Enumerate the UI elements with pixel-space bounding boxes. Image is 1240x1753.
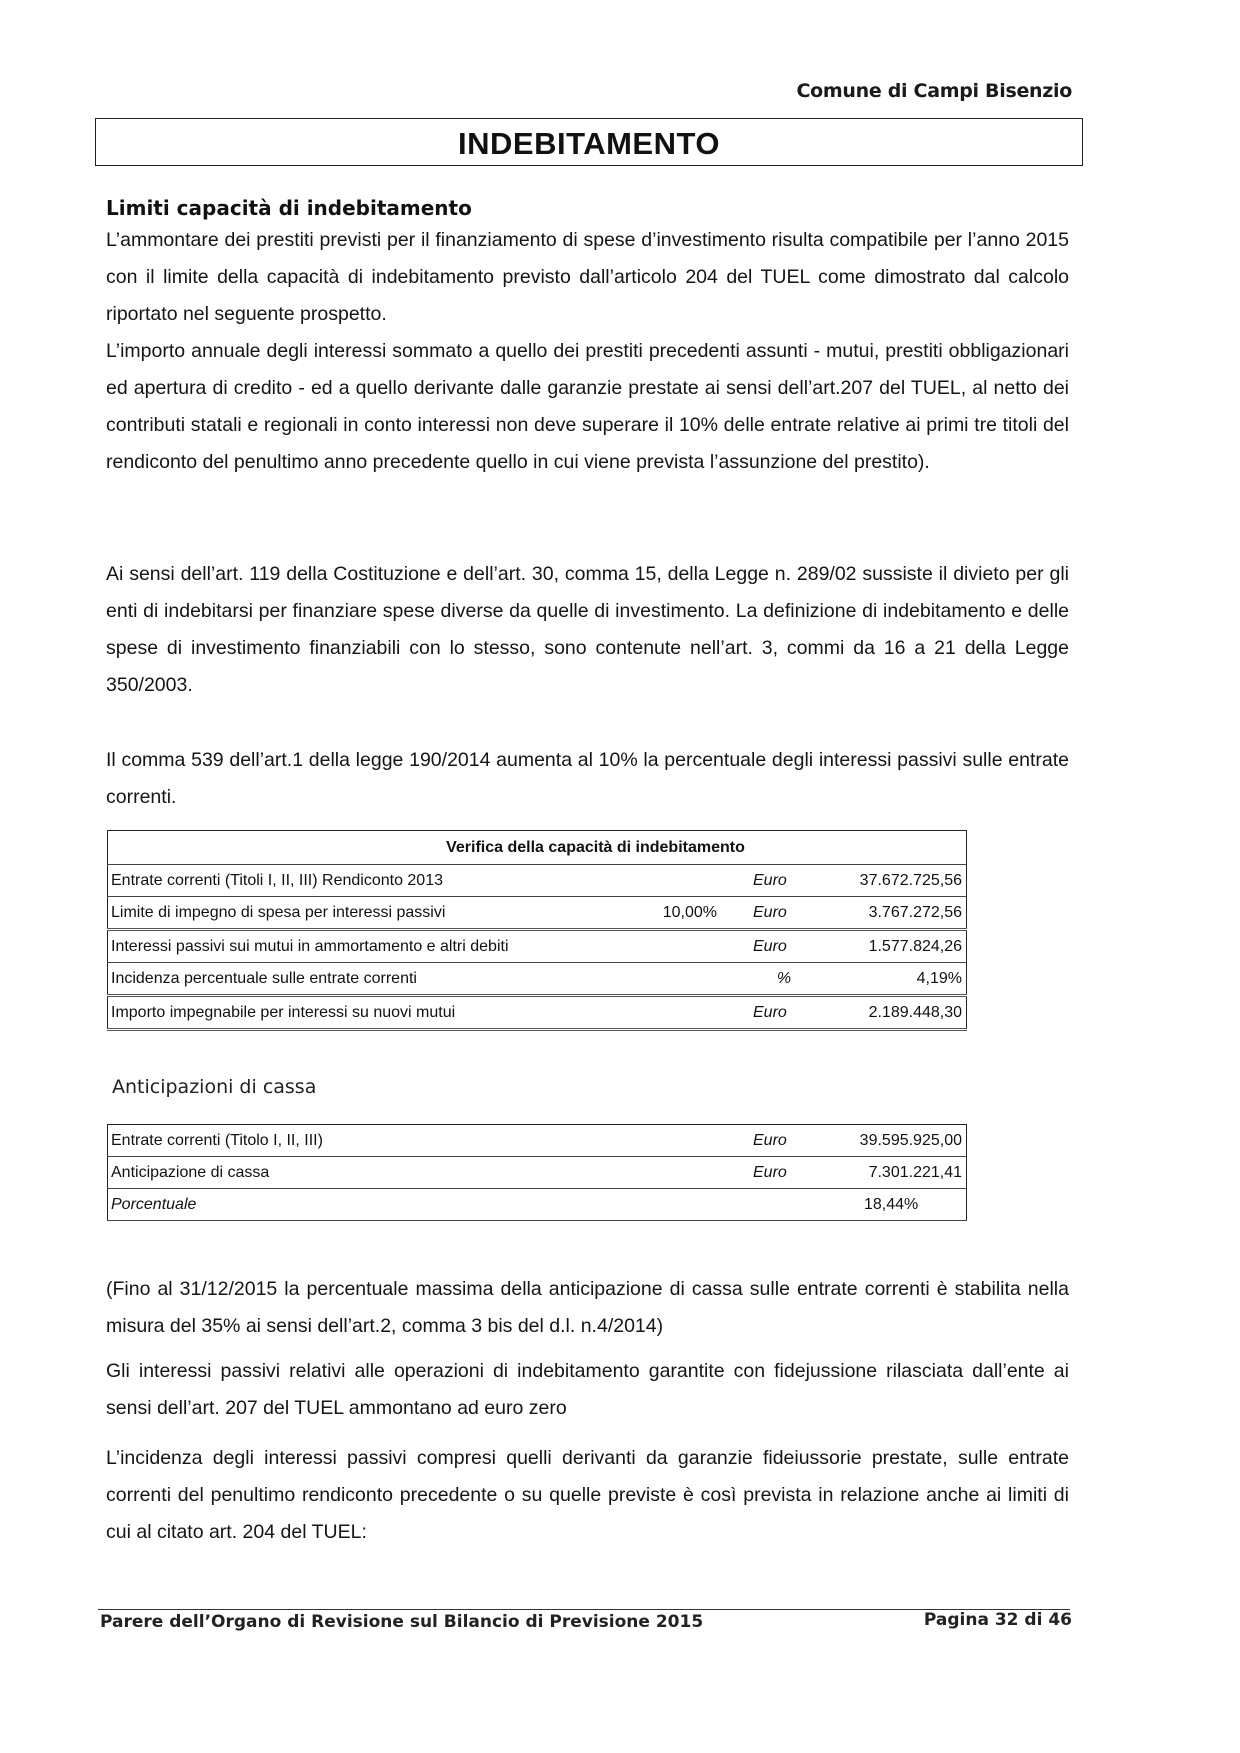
section-title: Limiti capacità di indebitamento — [106, 196, 472, 220]
paragraph-incidence: L’incidenza degli interessi passivi compresi quelli derivanti da garanzie fideiussorie prestate, sulle entrate correnti del penultimo rendiconto precedente o su quelle previste è così prevista in relazione anche ai limiti di cui al citato art. 204 del TUEL: — [106, 1447, 1069, 1543]
row-percent — [574, 865, 735, 897]
table-row — [108, 1157, 967, 1189]
cash-advance-title: Anticipazioni di cassa — [112, 1076, 317, 1098]
row-unit: % — [735, 963, 836, 996]
municipality-header: Comune di Campi Bisenzio — [796, 80, 1072, 102]
row-unit: Euro — [735, 1157, 836, 1189]
row-value: 37.672.725,56 — [836, 865, 967, 897]
paragraph-constitution: Ai sensi dell’art. 119 della Costituzione e dell’art. 30, comma 15, della Legge n. 289/02 sussiste il divieto per gli enti di indebitarsi per finanziare spese diverse da quelle di investimento. La definizione di indebitamento e delle spese di investimento finanziabili con lo stesso, sono contenute nell’art. 3, commi da 16 a 21 della Legge 350/2003. — [106, 563, 1069, 696]
footer-page-number: Pagina 32 di 46 — [923, 1610, 1072, 1630]
row-label: Importo impegnabile per interessi su nuovi mutui — [108, 996, 575, 1030]
table-row — [108, 930, 967, 963]
row-unit: Euro — [735, 897, 836, 930]
row-label: Anticipazione di cassa — [108, 1157, 575, 1189]
row-value: 18,44% — [836, 1189, 967, 1221]
row-value: 39.595.925,00 — [836, 1125, 967, 1157]
row-label: Interessi passivi sui mutui in ammortamento e altri debiti — [108, 930, 575, 963]
page-title: INDEBITAMENTO — [458, 126, 720, 161]
row-unit: Euro — [735, 996, 836, 1030]
row-unit: Euro — [735, 865, 836, 897]
table-row — [108, 1189, 967, 1221]
row-percent — [574, 930, 735, 963]
row-spacer — [574, 1157, 735, 1189]
cash-advance-table — [107, 1124, 967, 1221]
paragraph-interest-limit: L’importo annuale degli interessi sommato a quello dei prestiti precedenti assunti - mutui, prestiti obbligazionari ed apertura di credito - ed a quello derivante dalle garanzie prestate ai sensi dell’art.207 del TUEL, al netto dei contributi statali e regionali in conto interessi non deve superare il 10% delle entrate relative ai primi tre titoli del rendiconto del penultimo anno precedente quello in cui viene prevista l’assunzione del prestito). — [106, 340, 1069, 473]
capacity-table-caption: Verifica della capacità di indebitamento — [108, 831, 967, 865]
row-spacer — [574, 1125, 735, 1157]
table-row — [108, 865, 967, 897]
page-title-box — [95, 118, 1083, 166]
row-label: Entrate correnti (Titoli I, II, III) Rendiconto 2013 — [108, 865, 575, 897]
row-value: 3.767.272,56 — [836, 897, 967, 930]
row-percent: 10,00% — [574, 897, 735, 930]
paragraph-cash-limit: (Fino al 31/12/2015 la percentuale massima della anticipazione di cassa sulle entrate correnti è stabilita nella misura del 35% ai sensi dell’art.2, comma 3 bis del d.l. n.4/2014) — [106, 1278, 1069, 1337]
row-value: 2.189.448,30 — [836, 996, 967, 1030]
paragraph-compatibility: L’ammontare dei prestiti previsti per il finanziamento di spese d’investimento risulta compatibile per l’anno 2015 con il limite della capacità di indebitamento previsto dall’articolo 204 del TUEL come dimostrato dal calcolo riportato nel seguente prospetto. — [106, 229, 1069, 325]
paragraph-comma-539: Il comma 539 dell’art.1 della legge 190/2014 aumenta al 10% la percentuale degli interessi passivi sulle entrate correnti. — [106, 749, 1069, 808]
table-row — [108, 1125, 967, 1157]
table-row — [108, 996, 967, 1030]
row-spacer — [574, 1189, 735, 1221]
table-row — [108, 897, 967, 930]
capacity-table — [107, 830, 967, 1031]
row-unit: Euro — [735, 1125, 836, 1157]
row-value: 7.301.221,41 — [836, 1157, 967, 1189]
row-label: Incidenza percentuale sulle entrate correnti — [108, 963, 575, 996]
row-label: Entrate correnti (Titolo I, II, III) — [108, 1125, 575, 1157]
row-unit — [735, 1189, 836, 1221]
row-percent — [574, 963, 735, 996]
row-value: 4,19% — [836, 963, 967, 996]
row-label: Limite di impegno di spesa per interessi passivi — [108, 897, 575, 930]
row-value: 1.577.824,26 — [836, 930, 967, 963]
row-percent — [574, 996, 735, 1030]
paragraph-guarantees: Gli interessi passivi relativi alle operazioni di indebitamento garantite con fidejussione rilasciata dall’ente ai sensi dell’art. 207 del TUEL ammontano ad euro zero — [106, 1360, 1069, 1419]
footer-document-title: Parere dell’Organo di Revisione sul Bilancio di Previsione 2015 — [100, 1612, 704, 1632]
table-row — [108, 963, 967, 996]
capacity-table-caption-row — [108, 831, 967, 865]
row-unit: Euro — [735, 930, 836, 963]
row-label: Porcentuale — [108, 1189, 575, 1221]
